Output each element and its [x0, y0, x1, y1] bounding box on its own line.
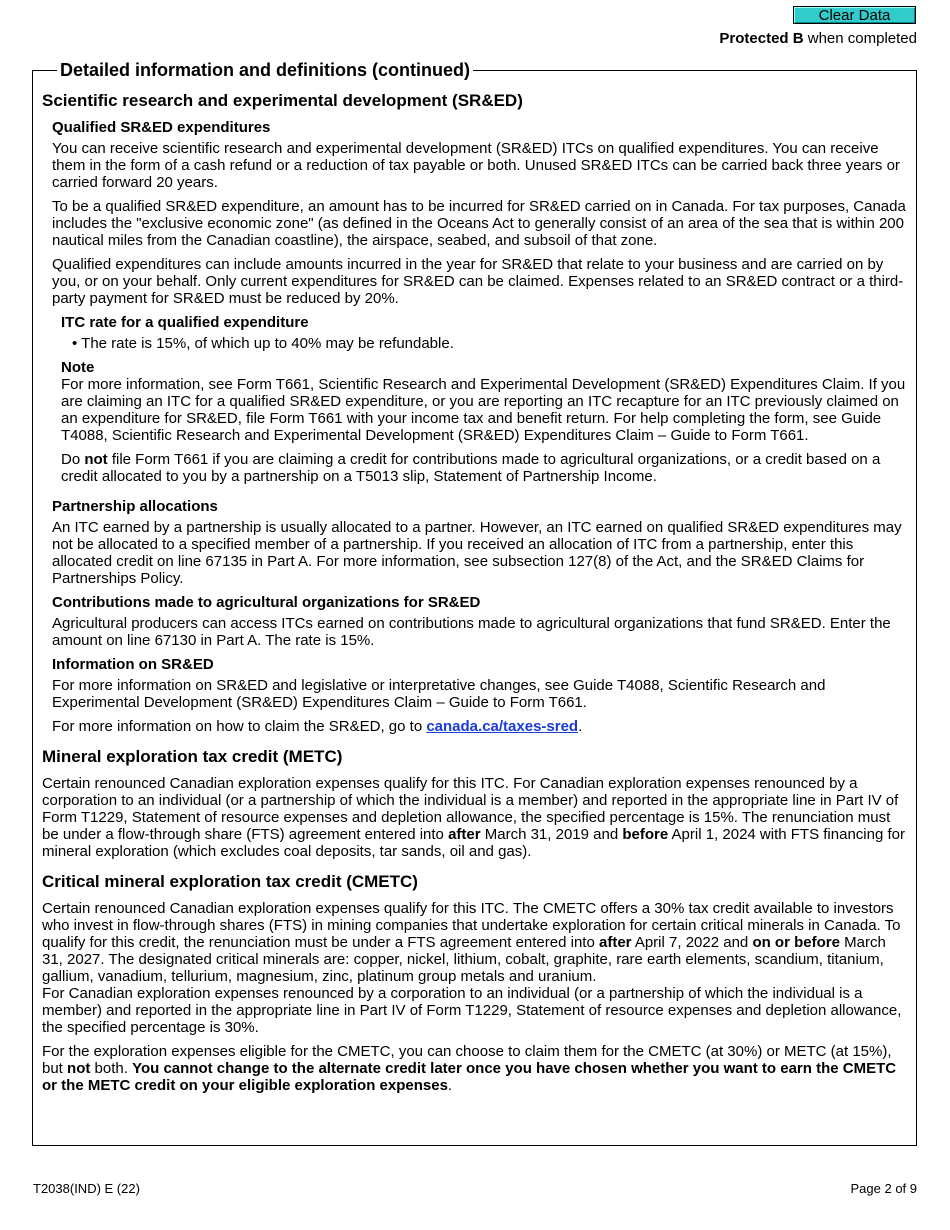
note-paragraph-1: For more information, see Form T661, Scientific Research and Experimental Development (SR&ED) Expenditures Claim. If you are claiming an ITC for a qualified SR&ED expenditure, or you are reporting an ITC recapture for an ITC previously claimed on an expenditure for SR&ED, file Form T661 with your income tax and benefit return. For help completing the form, see Guide T4088, Scientific Research and Experimental Development (SR&ED) Expenditures Claim – Guide to Form T661.	[61, 376, 906, 444]
protected-b-rest: when completed	[803, 30, 917, 47]
itc-rate-bullet: • The rate is 15%, of which up to 40% may be refundable.	[72, 335, 454, 352]
note-p2-b: not	[84, 451, 108, 468]
sred-heading: Scientific research and experimental development (SR&ED)	[42, 91, 523, 110]
clear-data-button[interactable]: Clear Data	[793, 6, 916, 24]
partnership-paragraph: An ITC earned by a partnership is usually allocated to a partner. However, an ITC earned on qualified SR&ED expenditures may not be allocated to a specified member of a partnership. If you received an allocation of ITC from a partnership, enter this allocated credit on line 67135 in Part A. For more information, see subsection 127(8) of the Act, and the SR&ED Claims for Partnerships Policy.	[52, 519, 902, 587]
note-paragraph-2	[61, 451, 908, 485]
page-number: Page 2 of 9	[850, 1181, 917, 1196]
metc-heading: Mineral exploration tax credit (METC)	[42, 747, 343, 766]
protected-b-label	[719, 30, 917, 47]
form-identifier: T2038(IND) E (22)	[33, 1181, 140, 1196]
cmetc-p1-c: April 7, 2022 and	[631, 934, 753, 951]
section-title: Detailed information and definitions (continued)	[57, 60, 473, 81]
itc-rate-heading: ITC rate for a qualified expenditure	[61, 314, 309, 331]
cmetc-p1-e: March 31, 2027. The designated critical minerals are: copper, nickel, lithium, cobalt, graphite, rare earth elements, scandium, titanium, gallium, vanadium, tellurium, magnesium, zinc, platinum group metals and uranium.	[42, 934, 886, 985]
taxes-sred-link[interactable]: canada.ca/taxes-sred	[426, 718, 579, 735]
itc-rate-text: The rate is 15%, of which up to 40% may be refundable.	[81, 335, 454, 352]
info-sred-paragraph-2	[52, 718, 908, 735]
metc-p-c: March 31, 2019 and	[480, 826, 623, 843]
protected-b-bold: Protected B	[719, 30, 804, 47]
cmetc-p3-e: .	[447, 1077, 453, 1094]
qualified-expenditures-heading: Qualified SR&ED expenditures	[52, 119, 271, 136]
contributions-heading: Contributions made to agricultural organizations for SR&ED	[52, 594, 481, 611]
sred-paragraph-1: You can receive scientific research and experimental development (SR&ED) ITCs on qualified expenditures. You can receive them in the form of a cash refund or a reduction of tax payable or both. Unused SR&ED ITCs can be carried back three years or carried forward 20 years.	[52, 140, 900, 191]
metc-p-e: April 1, 2024 with FTS financing for mineral exploration (which excludes coal deposits, tar sands, oil and gas).	[42, 826, 905, 860]
cmetc-p3-a: For the exploration expenses eligible for the CMETC, you can choose to claim them for the CMETC (at 30%) or METC (at 15%), but	[42, 1043, 892, 1077]
note-p2-a: Do	[61, 451, 85, 468]
sred-paragraph-2: To be a qualified SR&ED expenditure, an amount has to be incurred for SR&ED carried on in Canada. For tax purposes, Canada includes the "exclusive economic zone" (as defined in the Oceans Act to generally consist of an area of the sea that is within 200 nautical miles from the Canadian coastline), the airspace, seabed, and subsoil of that zone.	[52, 198, 906, 249]
cmetc-p1-a: Certain renounced Canadian exploration expenses qualify for this ITC. The CMETC offers a 30% tax credit available to investors who invest in flow-through shares (FTS) in mining companies that undertake exploration for certain critical minerals in Canada. To qualify for this credit, the renunciation must be under a FTS agreement entered into	[42, 900, 901, 951]
info-sred-heading: Information on SR&ED	[52, 656, 214, 673]
info-p2-b: .	[578, 718, 583, 735]
metc-paragraph	[42, 775, 908, 860]
contributions-paragraph: Agricultural producers can access ITCs earned on contributions made to agricultural organizations that fund SR&ED. Enter the amount on line 67130 in Part A. The rate is 15%.	[52, 615, 891, 649]
cmetc-paragraph-1	[42, 900, 908, 985]
partnership-heading: Partnership allocations	[52, 498, 218, 515]
info-sred-paragraph-1: For more information on SR&ED and legislative or interpretative changes, see Guide T4088, Scientific Research and Experimental Development (SR&ED) Expenditures Claim – Guide to Form T661.	[52, 677, 826, 711]
cmetc-p3-c: both.	[90, 1060, 133, 1077]
cmetc-p3-d: You cannot change to the alternate credit later once you have chosen whether you want to earn the CMETC or the METC credit on your eligible exploration expenses	[42, 1060, 897, 1094]
note-p2-c: file Form T661 if you are claiming a credit for contributions made to agricultural organizations, or a credit based on a credit allocated to you by a partnership on a T5013 slip, Statement of Partnership Income.	[61, 451, 881, 485]
cmetc-heading: Critical mineral exploration tax credit (CMETC)	[42, 872, 418, 891]
cmetc-p3-b: not	[67, 1060, 91, 1077]
note-heading: Note	[61, 359, 95, 376]
cmetc-p1-d: on or before	[752, 934, 840, 951]
metc-p-b: after	[448, 826, 481, 843]
cmetc-p1-b: after	[598, 934, 632, 951]
main-content	[42, 91, 908, 1101]
sred-paragraph-3: Qualified expenditures can include amounts incurred in the year for SR&ED that relate to your business and are carried on by you, or on your behalf. Only current expenditures for SR&ED can be claimed. Expenses related to an SR&ED contract or a third-party payment for SR&ED must be reduced by 20%.	[52, 256, 904, 307]
metc-p-d: before	[622, 826, 669, 843]
cmetc-paragraph-3	[42, 1043, 908, 1094]
info-p2-a: For more information on how to claim the SR&ED, go to	[52, 718, 427, 735]
metc-p-a: Certain renounced Canadian exploration expenses qualify for this ITC. For Canadian exploration expenses renounced by a corporation to an individual (or a partnership of which the individual is a member) and reported in the appropriate line in Part IV of Form T1229, Statement of resource expenses and depletion allowance, the specified percentage is 15%. The renunciation must be under a flow-through share (FTS) agreement entered into	[42, 775, 899, 843]
cmetc-paragraph-2: For Canadian exploration expenses renounced by a corporation to an individual (or a partnership of which the individual is a member) and reported in the appropriate line in Part IV of Form T1229, Statement of resource expenses and depletion allowance, the specified percentage is 30%.	[42, 985, 902, 1036]
